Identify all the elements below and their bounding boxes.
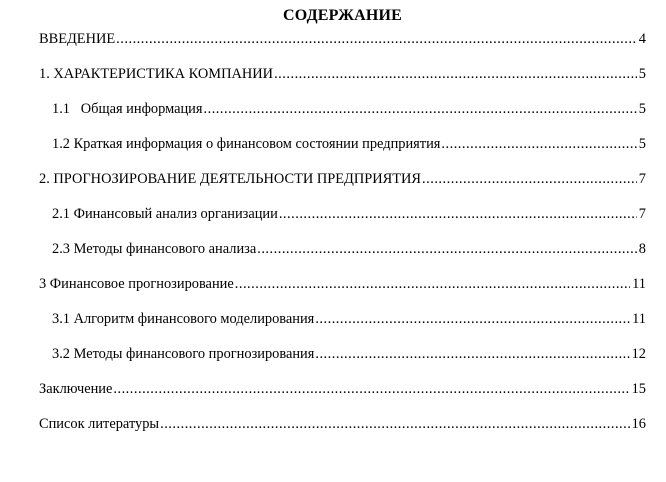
toc-entry-label: 1. ХАРАКТЕРИСТИКА КОМПАНИИ [39,66,274,82]
toc-entry-section-1-1[interactable] [39,99,646,119]
toc-entry-introduction[interactable] [39,29,646,49]
toc-dot-leader [113,379,629,399]
toc-page-number: 5 [638,101,646,117]
toc-dot-leader [315,309,630,329]
toc-entry-label: 3.1 Алгоритм финансового моделирования [52,311,315,327]
toc-entry-conclusion[interactable] [39,379,646,399]
toc-entry-section-3-1[interactable] [39,309,646,329]
toc-entry-section-2-3[interactable] [39,239,646,259]
toc-entry-section-1-2[interactable] [39,134,646,154]
toc-entry-label: 1.1 Общая информация [52,101,203,117]
toc-list [39,29,646,434]
toc-title: СОДЕРЖАНИЕ [282,7,403,24]
toc-page-number: 12 [631,346,646,362]
toc-entry-chapter-2[interactable] [39,169,646,189]
toc-page-number: 11 [632,311,646,327]
toc-page-number: 7 [638,171,646,187]
toc-entry-label: 3.2 Методы финансового прогнозирования [52,346,315,362]
toc-entry-label: Список литературы [39,416,160,432]
toc-entry-references[interactable] [39,414,646,434]
toc-entry-label: 2.3 Методы финансового анализа [52,241,257,257]
toc-entry-label: 3 Финансовое прогнозирование [39,276,234,292]
toc-entry-label: Заключение [39,381,113,397]
toc-dot-leader [235,274,630,294]
toc-page-number: 15 [631,381,646,397]
toc-dot-leader [116,29,637,49]
toc-entry-label: ВВЕДЕНИЕ [39,31,116,47]
toc-dot-leader [274,64,637,84]
toc-dot-leader [160,414,630,434]
toc-page-number: 8 [638,241,646,257]
toc-entry-label: 2. ПРОГНОЗИРОВАНИЕ ДЕЯТЕЛЬНОСТИ ПРЕДПРИЯТИЯ [39,171,422,187]
toc-entry-label: 1.2 Краткая информация о финансовом состоянии предприятия [52,136,441,152]
toc-entry-chapter-1[interactable] [39,64,646,84]
toc-page-number: 16 [631,416,646,432]
toc-dot-leader [204,99,637,119]
toc-page-number: 11 [632,276,646,292]
toc-dot-leader [422,169,637,189]
toc-entry-section-3-2[interactable] [39,344,646,364]
toc-dot-leader [279,204,637,224]
toc-dot-leader [441,134,636,154]
toc-page-number: 5 [638,66,646,82]
toc-page-number: 4 [638,31,646,47]
toc-dot-leader [257,239,637,259]
toc-entry-section-2-1[interactable] [39,204,646,224]
toc-page-number: 7 [638,206,646,222]
toc-entry-chapter-3[interactable] [39,274,646,294]
toc-page-number: 5 [638,136,646,152]
toc-entry-label: 2.1 Финансовый анализ организации [52,206,278,222]
toc-dot-leader [315,344,629,364]
